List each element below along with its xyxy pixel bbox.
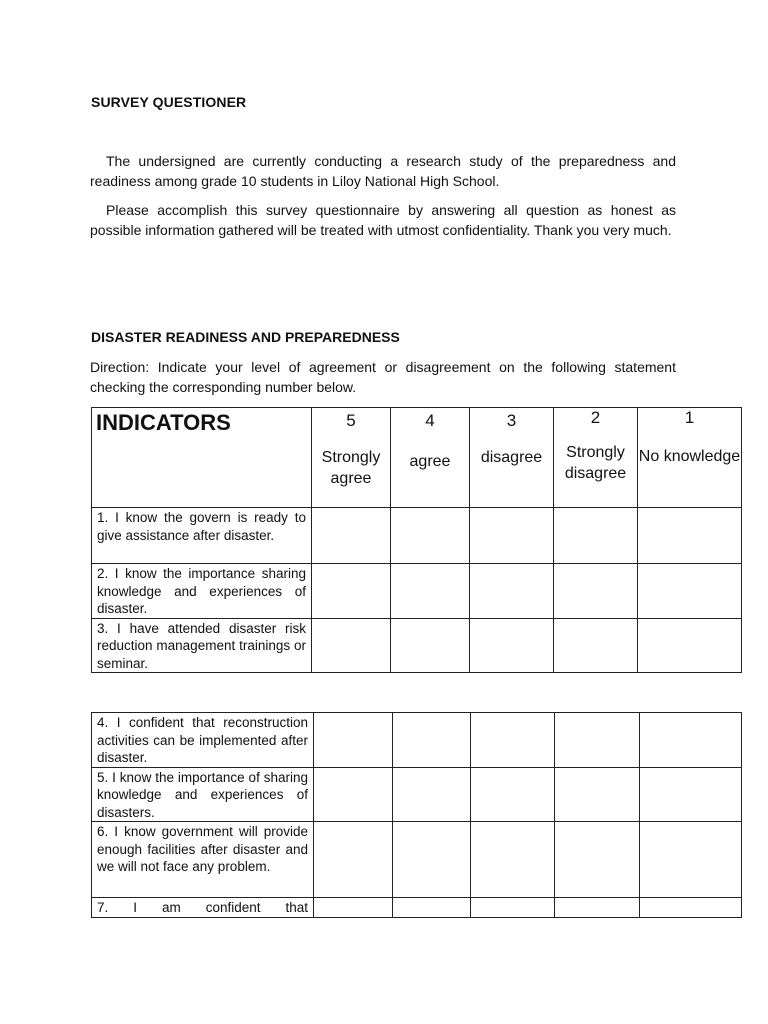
scale-header-3 — [470, 408, 554, 508]
scale-label: No knowledge — [638, 448, 741, 465]
rating-cell-1[interactable] — [640, 767, 742, 822]
scale-header-1 — [638, 408, 742, 508]
rating-cell-4[interactable] — [393, 822, 471, 898]
table-row — [92, 618, 742, 673]
scale-header-4 — [391, 408, 470, 508]
rating-cell-3[interactable] — [470, 564, 554, 619]
scale-label: agree — [409, 453, 451, 470]
table-row — [92, 767, 742, 822]
table-row — [92, 822, 742, 898]
scale-number: 2 — [590, 408, 601, 427]
intro-paragraph-1: The undersigned are currently conducting a research study of the preparedness and readiness among grade 10 students in Liloy National High School. — [90, 153, 676, 189]
table-row — [92, 713, 742, 768]
rating-cell-3[interactable] — [471, 713, 555, 768]
rating-cell-4[interactable] — [391, 564, 470, 619]
rating-cell-1[interactable] — [640, 898, 742, 918]
rating-cell-4[interactable] — [391, 618, 470, 673]
survey-table-part-1 — [91, 407, 742, 673]
rating-cell-3[interactable] — [471, 767, 555, 822]
indicator-cell: 5. I know the importance of sharing knowledge and experiences of disasters. — [92, 767, 314, 822]
scale-number: 1 — [684, 408, 695, 427]
direction-text: Direction: Indicate your level of agreement or disagreement on the following statement checking the corresponding number below. — [90, 359, 676, 395]
rating-cell-3[interactable] — [471, 898, 555, 918]
survey-table-part-2 — [91, 712, 742, 918]
rating-cell-1[interactable] — [640, 713, 742, 768]
rating-cell-5[interactable] — [312, 564, 391, 619]
document-title: SURVEY QUESTIONER — [91, 94, 247, 110]
scale-header-5 — [312, 408, 391, 508]
rating-cell-3[interactable] — [470, 508, 554, 564]
indicator-cell: 3. I have attended disaster risk reduction management trainings or seminar. — [92, 618, 312, 673]
rating-cell-2[interactable] — [554, 508, 638, 564]
rating-cell-1[interactable] — [638, 564, 742, 619]
indicator-cell: 1. I know the govern is ready to give assistance after disaster. — [92, 508, 312, 564]
table-row — [92, 508, 742, 564]
scale-label: Strongly agree — [321, 449, 381, 487]
rating-cell-5[interactable] — [312, 508, 391, 564]
section-title: DISASTER READINESS AND PREPAREDNESS — [91, 329, 400, 345]
scale-label: disagree — [480, 449, 543, 466]
rating-cell-1[interactable] — [638, 508, 742, 564]
scale-label: Strongly disagree — [564, 444, 627, 482]
rating-cell-2[interactable] — [555, 713, 640, 768]
rating-cell-4[interactable] — [393, 767, 471, 822]
rating-cell-2[interactable] — [554, 564, 638, 619]
table-row — [92, 898, 742, 918]
indicator-cell: 4. I confident that reconstruction activities can be implemented after disaster. — [92, 713, 314, 768]
scale-number: 4 — [425, 411, 435, 430]
table-header-row — [92, 408, 742, 508]
rating-cell-5[interactable] — [314, 713, 393, 768]
rating-cell-4[interactable] — [391, 508, 470, 564]
rating-cell-2[interactable] — [555, 822, 640, 898]
indicators-header: INDICATORS — [92, 408, 312, 508]
scale-number: 5 — [346, 411, 356, 430]
scale-number: 3 — [506, 411, 517, 430]
rating-cell-2[interactable] — [554, 618, 638, 673]
rating-cell-5[interactable] — [312, 618, 391, 673]
intro-paragraph-2: Please accomplish this survey questionnaire by answering all question as honest as possible information gathered will be treated with utmost confidentiality. Thank you very much. — [90, 202, 676, 238]
rating-cell-1[interactable] — [638, 618, 742, 673]
rating-cell-3[interactable] — [470, 618, 554, 673]
rating-cell-1[interactable] — [640, 822, 742, 898]
indicator-cell: 2. I know the importance sharing knowledge and experiences of disaster. — [92, 564, 312, 619]
rating-cell-2[interactable] — [555, 767, 640, 822]
rating-cell-3[interactable] — [471, 822, 555, 898]
rating-cell-5[interactable] — [314, 822, 393, 898]
rating-cell-5[interactable] — [314, 898, 393, 918]
rating-cell-4[interactable] — [393, 713, 471, 768]
indicator-cell: 6. I know government will provide enough facilities after disaster and we will not face any problem. — [92, 822, 314, 898]
rating-cell-2[interactable] — [555, 898, 640, 918]
rating-cell-4[interactable] — [393, 898, 471, 918]
indicator-cell: 7. I am confident that — [92, 898, 314, 918]
table-row — [92, 564, 742, 619]
scale-header-2 — [554, 408, 638, 508]
rating-cell-5[interactable] — [314, 767, 393, 822]
